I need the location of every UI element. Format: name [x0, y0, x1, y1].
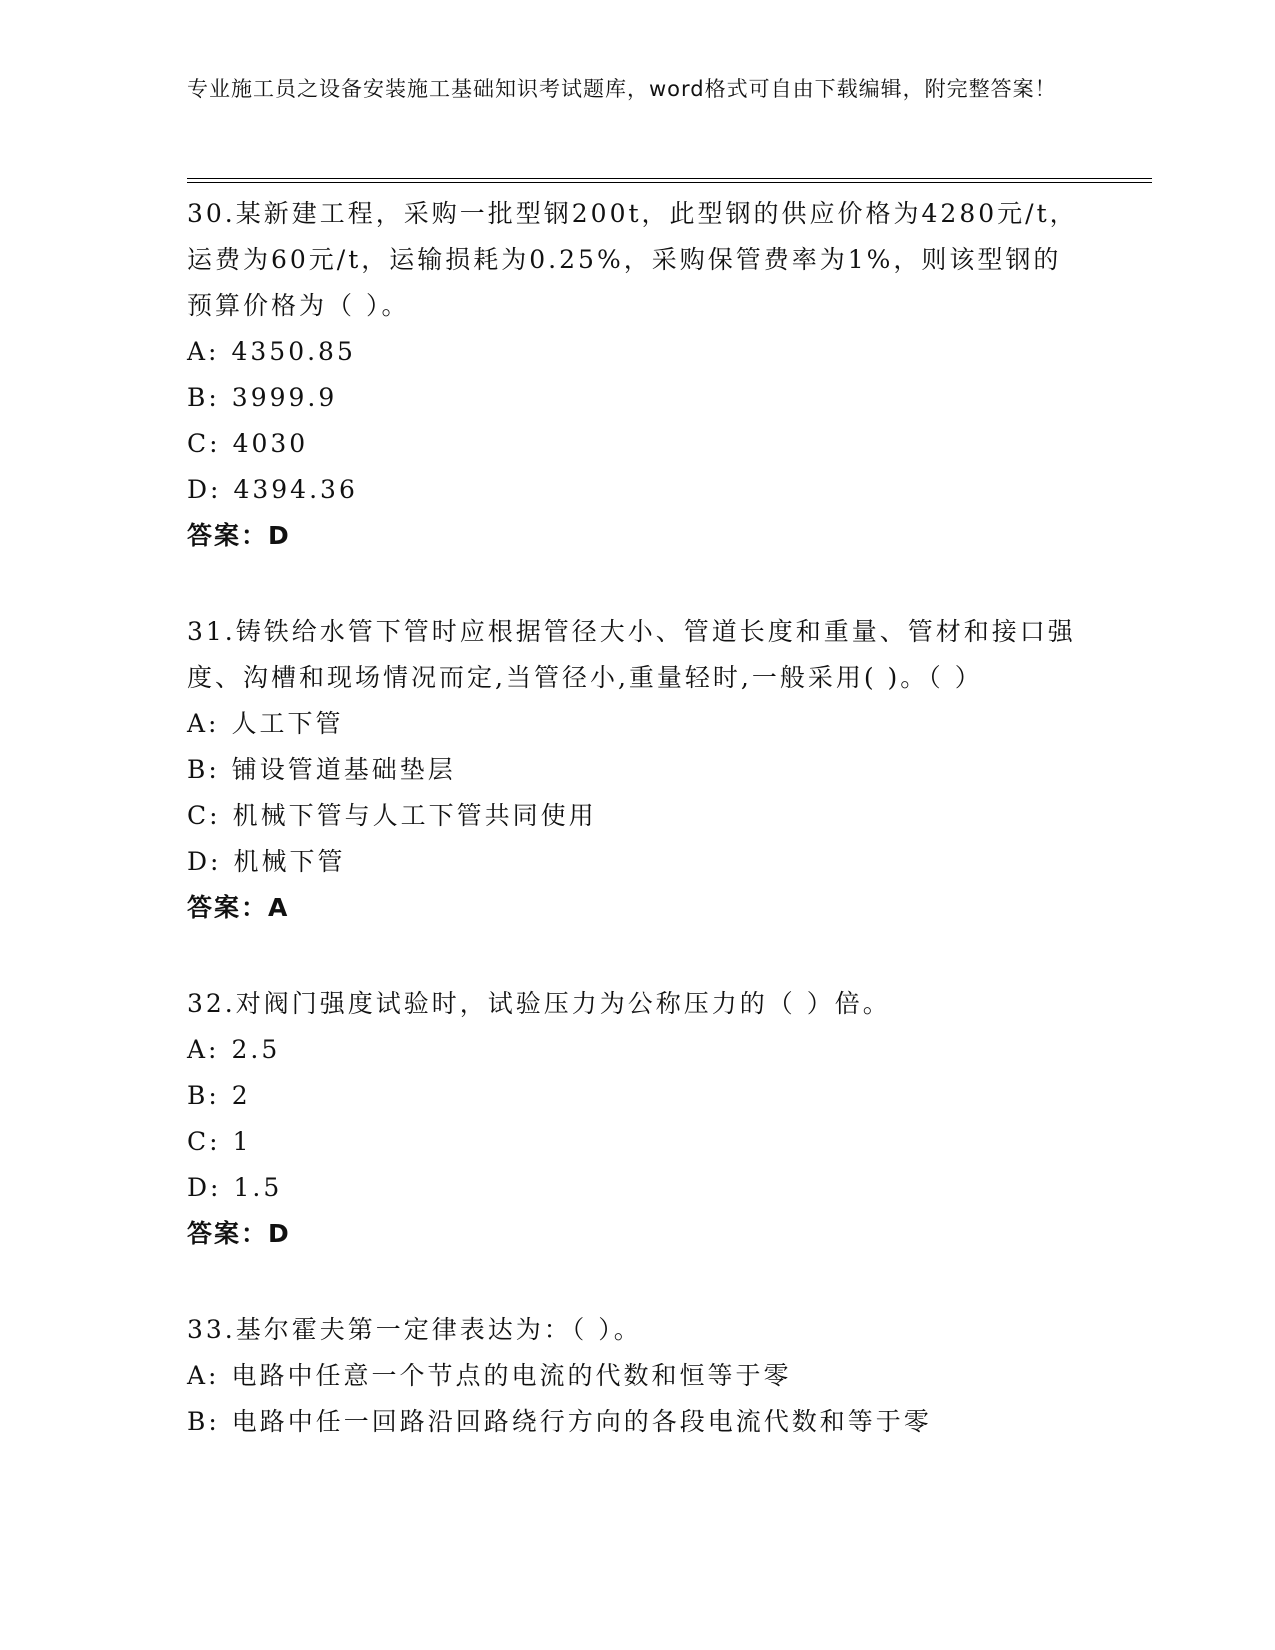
option-d	[187, 467, 1087, 513]
question-30	[187, 191, 1087, 559]
option-text: 2.5	[231, 1035, 281, 1064]
option-text: 4394.36	[233, 475, 358, 504]
option-a	[187, 1353, 1087, 1399]
option-text: 3999.9	[231, 383, 338, 412]
option-text: 2	[231, 1081, 251, 1110]
option-letter: C:	[187, 429, 221, 458]
question-31	[187, 609, 1087, 931]
option-letter: D:	[187, 475, 222, 504]
answer-value: D	[268, 1219, 291, 1248]
option-text: 电路中任一回路沿回路绕行方向的各段电流代数和等于零	[231, 1407, 932, 1436]
question-list	[187, 191, 1087, 1495]
answer-label: 答案：	[187, 521, 269, 550]
option-c	[187, 793, 1087, 839]
option-text: 人工下管	[231, 709, 344, 738]
option-letter: B:	[187, 1081, 220, 1110]
option-text: 1	[232, 1127, 252, 1156]
answer-line	[187, 885, 1087, 931]
header-title: 专业施工员之设备安装施工基础知识考试题库，word格式可自由下载编辑，附完整答案！	[187, 77, 1057, 101]
question-stem: 基尔霍夫第一定律表达为：（ ）。	[235, 1315, 642, 1344]
option-text: 电路中任意一个节点的电流的代数和恒等于零	[231, 1361, 792, 1390]
option-letter: A:	[187, 1361, 220, 1390]
answer-line	[187, 513, 1087, 559]
question-stem: 对阀门强度试验时，试验压力为公称压力的（ ）倍。	[235, 989, 891, 1018]
option-letter: C:	[187, 1127, 221, 1156]
option-letter: D:	[187, 847, 222, 876]
option-text: 4030	[232, 429, 309, 458]
option-letter: B:	[187, 755, 220, 784]
option-text: 铺设管道基础垫层	[231, 755, 456, 784]
option-b	[187, 747, 1087, 793]
question-stem: 某新建工程，采购一批型钢200t，此型钢的供应价格为4280元/t，运费为60元/t，运输损耗为0.25%，采购保管费率为1%，则该型钢的预算价格为（ ）。	[187, 199, 1078, 320]
option-text: 1.5	[233, 1173, 283, 1202]
option-b	[187, 1399, 1087, 1445]
option-a	[187, 701, 1087, 747]
header-divider-top	[187, 178, 1152, 179]
option-letter: B:	[187, 1407, 220, 1436]
question-stem: 铸铁给水管下管时应根据管径大小、管道长度和重量、管材和接口强度、沟槽和现场情况而定,当管径小,重量轻时,一般采用( )。（ ）	[187, 617, 1076, 692]
option-text: 机械下管与人工下管共同使用	[232, 801, 597, 830]
question-number: 33.	[187, 1315, 236, 1344]
option-letter: A:	[187, 709, 220, 738]
option-letter: B:	[187, 383, 220, 412]
option-d	[187, 1165, 1087, 1211]
option-letter: A:	[187, 1035, 220, 1064]
question-text	[187, 1307, 1087, 1353]
question-text	[187, 191, 1087, 329]
option-letter: A:	[187, 337, 220, 366]
question-32	[187, 981, 1087, 1257]
option-b	[187, 375, 1087, 421]
document-header	[187, 72, 1087, 106]
answer-value: D	[268, 521, 291, 550]
option-a	[187, 1027, 1087, 1073]
option-text: 4350.85	[231, 337, 356, 366]
answer-label: 答案：	[187, 893, 269, 922]
option-c	[187, 421, 1087, 467]
question-33	[187, 1307, 1087, 1445]
option-a	[187, 329, 1087, 375]
question-number: 32.	[187, 989, 236, 1018]
answer-value: A	[268, 893, 290, 922]
question-text	[187, 981, 1087, 1027]
option-c	[187, 1119, 1087, 1165]
option-d	[187, 839, 1087, 885]
question-text	[187, 609, 1087, 701]
answer-label: 答案：	[187, 1219, 269, 1248]
question-number: 30.	[187, 199, 236, 228]
header-divider-bottom	[187, 182, 1152, 183]
question-number: 31.	[187, 617, 236, 646]
option-text: 机械下管	[233, 847, 346, 876]
option-letter: C:	[187, 801, 221, 830]
option-letter: D:	[187, 1173, 222, 1202]
option-b	[187, 1073, 1087, 1119]
answer-line	[187, 1211, 1087, 1257]
